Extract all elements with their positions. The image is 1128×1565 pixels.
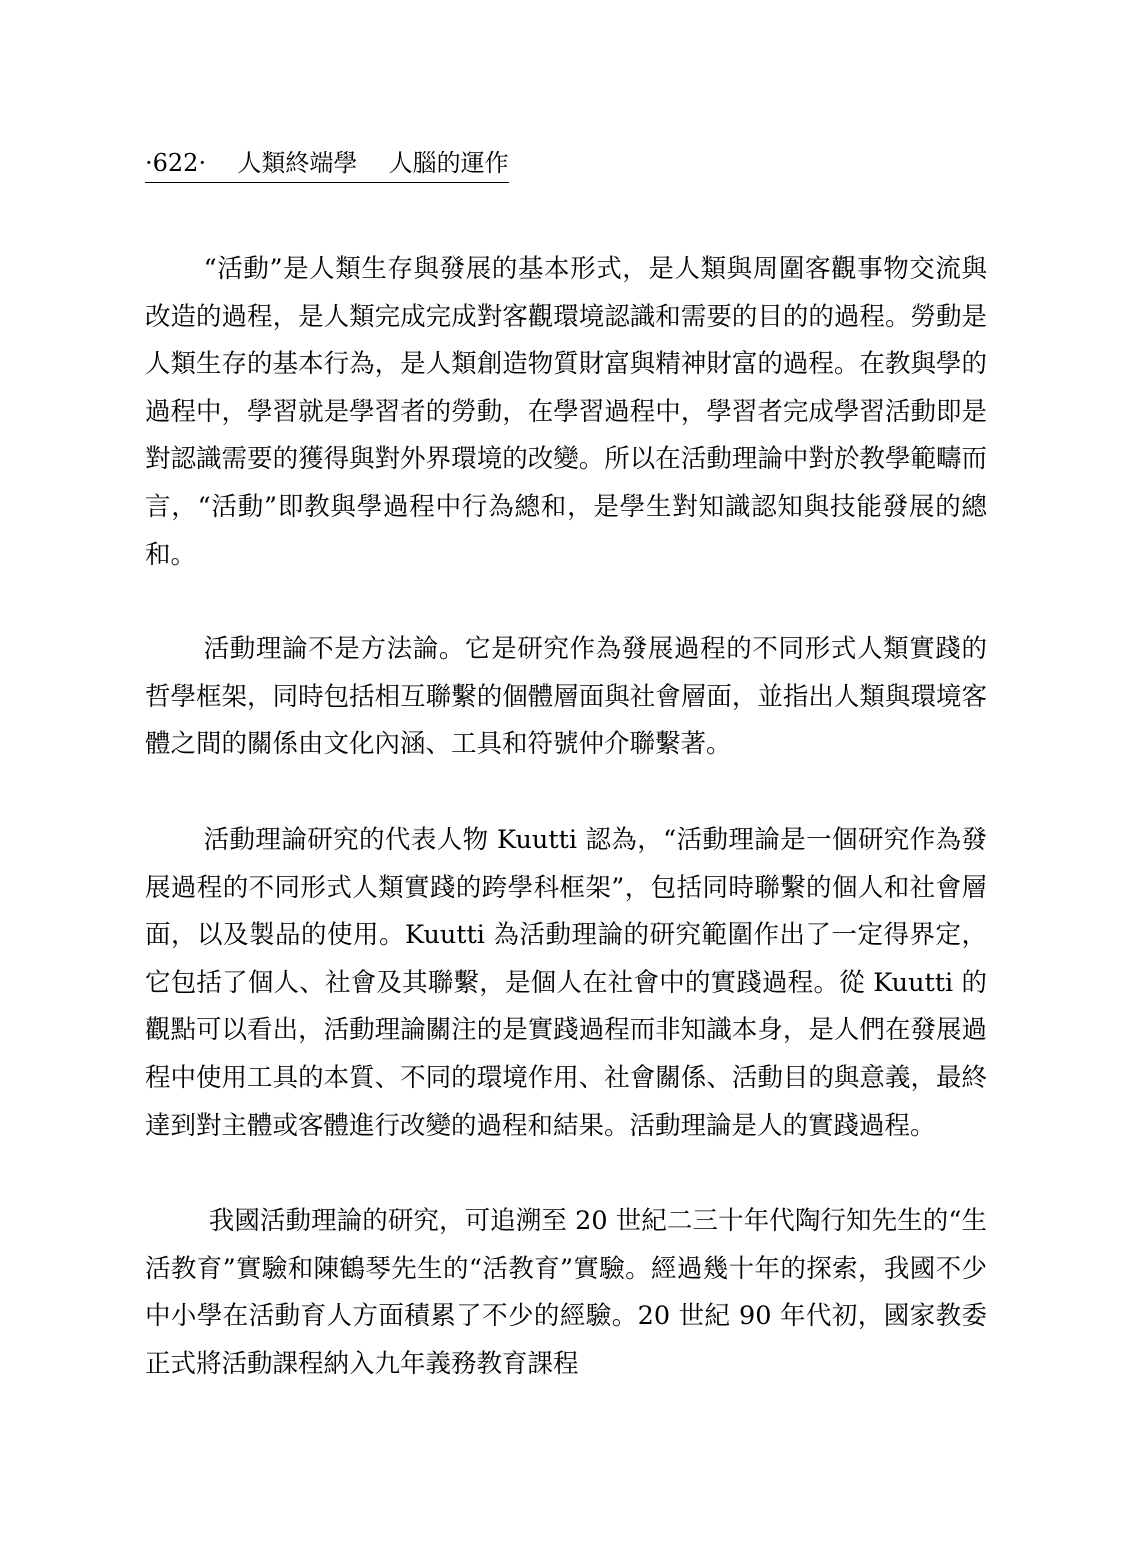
book-title: 人類終端學 — [237, 149, 358, 177]
page-number: ·622· — [145, 149, 207, 177]
paragraph-activity-theory-philosophy: 活動理論不是方法論。它是研究作為發展過程的不同形式人類實踐的哲學框架，同時包括相互聯繫的個體層面與社會層面，並指出人類與環境客體之間的關係由文化內涵、工具和符號仲介聯繫著。 — [145, 634, 987, 760]
running-header — [145, 145, 509, 183]
paragraph-kuutti-view: 活動理論研究的代表人物 Kuutti 認為，“活動理論是一個研究作為發展過程的不同形式人類實踐的跨學科框架”，包括同時聯繫的個人和社會層面，以及製品的使用。Kuutti 為活動理論的研究範圍作出了一定得界定，它包括了個人、社會及其聯繫，是個人在社會中的實踐過程。從 Kuutti 的觀點可以看出，活動理論關注的是實踐過程而非知識本身，是人們在發展過程中使用工具的本質、不同的環境作用、社會關係、活動目的與意義，最終達到對主體或客體進行改變的過程和結果。活動理論是人的實踐過程。 — [145, 825, 987, 1141]
section-title: 人腦的運作 — [388, 149, 509, 177]
paragraph-domestic-research: 我國活動理論的研究，可追溯至 20 世紀二三十年代陶行知先生的“生活教育”實驗和陳鶴琴先生的“活教育”實驗。經過幾十年的探索，我國不少中小學在活動育人方面積累了不少的經驗。20 世紀 90 年代初，國家教委正式將活動課程納入九年義務教育課程 — [145, 1206, 987, 1379]
paragraph-activity-definition: “活動”是人類生存與發展的基本形式，是人類與周圍客觀事物交流與改造的過程，是人類完成完成對客觀環境認識和需要的目的的過程。勞動是人類生存的基本行為，是人類創造物質財富與精神財富的過程。在教與學的過程中，學習就是學習者的勞動，在學習過程中，學習者完成學習活動即是對認識需要的獲得與對外界環境的改變。所以在活動理論中對於教學範疇而言，“活動”即教與學過程中行為總和，是學生對知識認知與技能發展的總和。 — [145, 254, 987, 570]
